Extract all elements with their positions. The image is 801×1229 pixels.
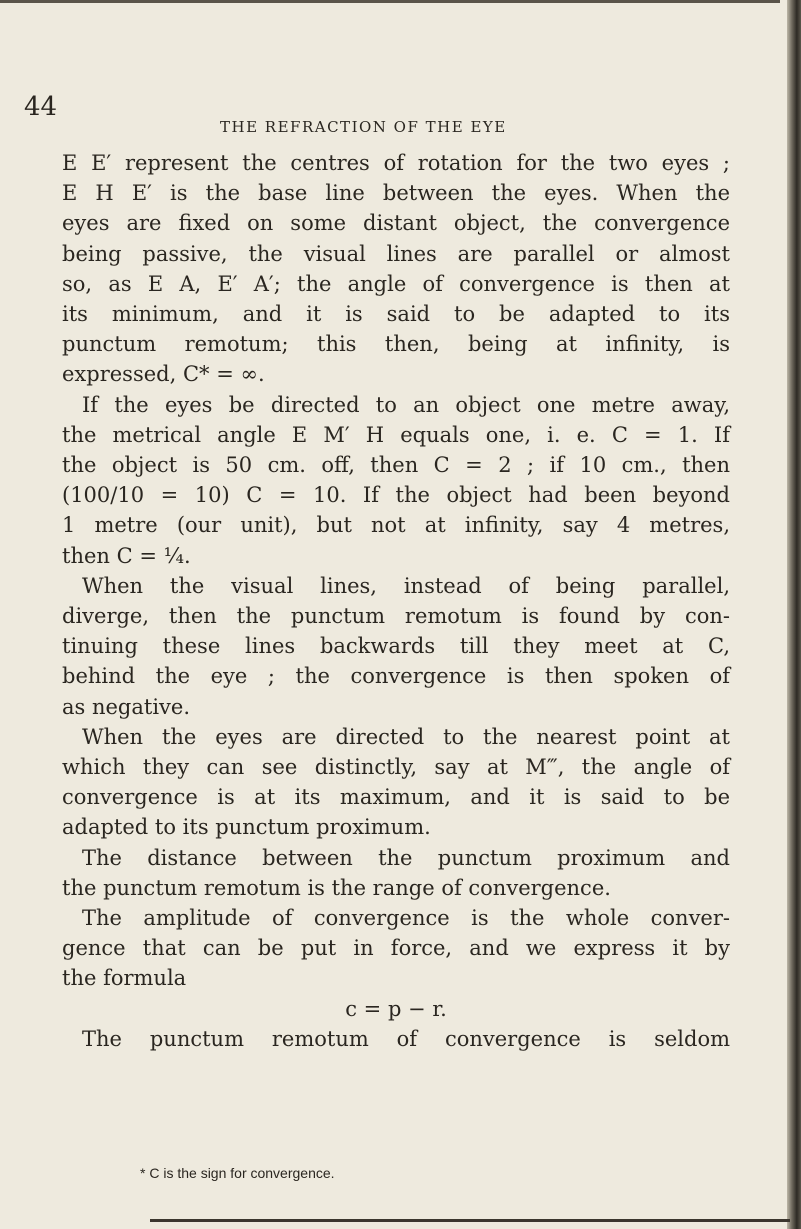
running-head: THE REFRACTION OF THE EYE — [220, 118, 507, 136]
formula: c = p − r. — [345, 996, 447, 1021]
footnote: * C is the sign for convergence. — [140, 1165, 335, 1181]
body-text — [62, 148, 730, 1054]
text-line: as negative. — [62, 694, 191, 719]
text-line: the punctum remotum is the range of convergence. — [62, 875, 611, 900]
page-edge-shadow — [787, 0, 801, 1229]
text-line: If the eyes be directed to an object one metre away, — [82, 392, 730, 417]
text-line: eyes are fixed on some distant object, the convergence — [62, 211, 730, 236]
text-line: (100/10 = 10) C = 10. If the object had been beyond — [62, 483, 730, 508]
text-line: diverge, then the punctum remotum is found by con- — [62, 604, 730, 629]
text-line: then C = ¼. — [62, 543, 191, 568]
text-line: E E′ represent the centres of rotation for the two eyes ; — [62, 151, 730, 175]
top-border — [0, 0, 780, 3]
text-line: 1 metre (our unit), but not at infinity, say 4 metres, — [62, 513, 730, 538]
text-line: gence that can be put in force, and we express it by — [62, 936, 730, 961]
text-line: The amplitude of convergence is the whole conver- — [82, 906, 730, 931]
text-line: The punctum remotum of convergence is seldom — [82, 1026, 730, 1051]
text-line: E H E′ is the base line between the eyes. When the — [62, 181, 730, 206]
text-line: When the eyes are directed to the nearest point at — [82, 724, 730, 749]
text-line: so, as E A, E′ A′; the angle of convergence is then at — [62, 271, 730, 296]
page-number: 44 — [24, 92, 58, 122]
text-line: convergence is at its maximum, and it is said to be — [62, 785, 730, 810]
text-line: which they can see distinctly, say at M‴, the angle of — [62, 755, 730, 780]
text-line: behind the eye ; the convergence is then spoken of — [62, 664, 730, 689]
text-line: the formula — [62, 966, 187, 991]
text-line: being passive, the visual lines are parallel or almost — [62, 241, 730, 266]
text-line: When the visual lines, instead of being parallel, — [82, 573, 730, 598]
text-line: the metrical angle E M′ H equals one, i. e. C = 1. If — [62, 422, 730, 447]
text-line: punctum remotum; this then, being at infinity, is — [62, 332, 730, 357]
text-line: its minimum, and it is said to be adapted to its — [62, 302, 730, 327]
text-line: tinuing these lines backwards till they meet at C, — [62, 634, 730, 659]
text-line: expressed, C* = ∞. — [62, 362, 265, 387]
bottom-border — [150, 1219, 790, 1222]
text-line: adapted to its punctum proximum. — [62, 815, 431, 840]
text-line: The distance between the punctum proximum and — [82, 845, 730, 870]
text-line: the object is 50 cm. off, then C = 2 ; if 10 cm., then — [62, 453, 730, 478]
